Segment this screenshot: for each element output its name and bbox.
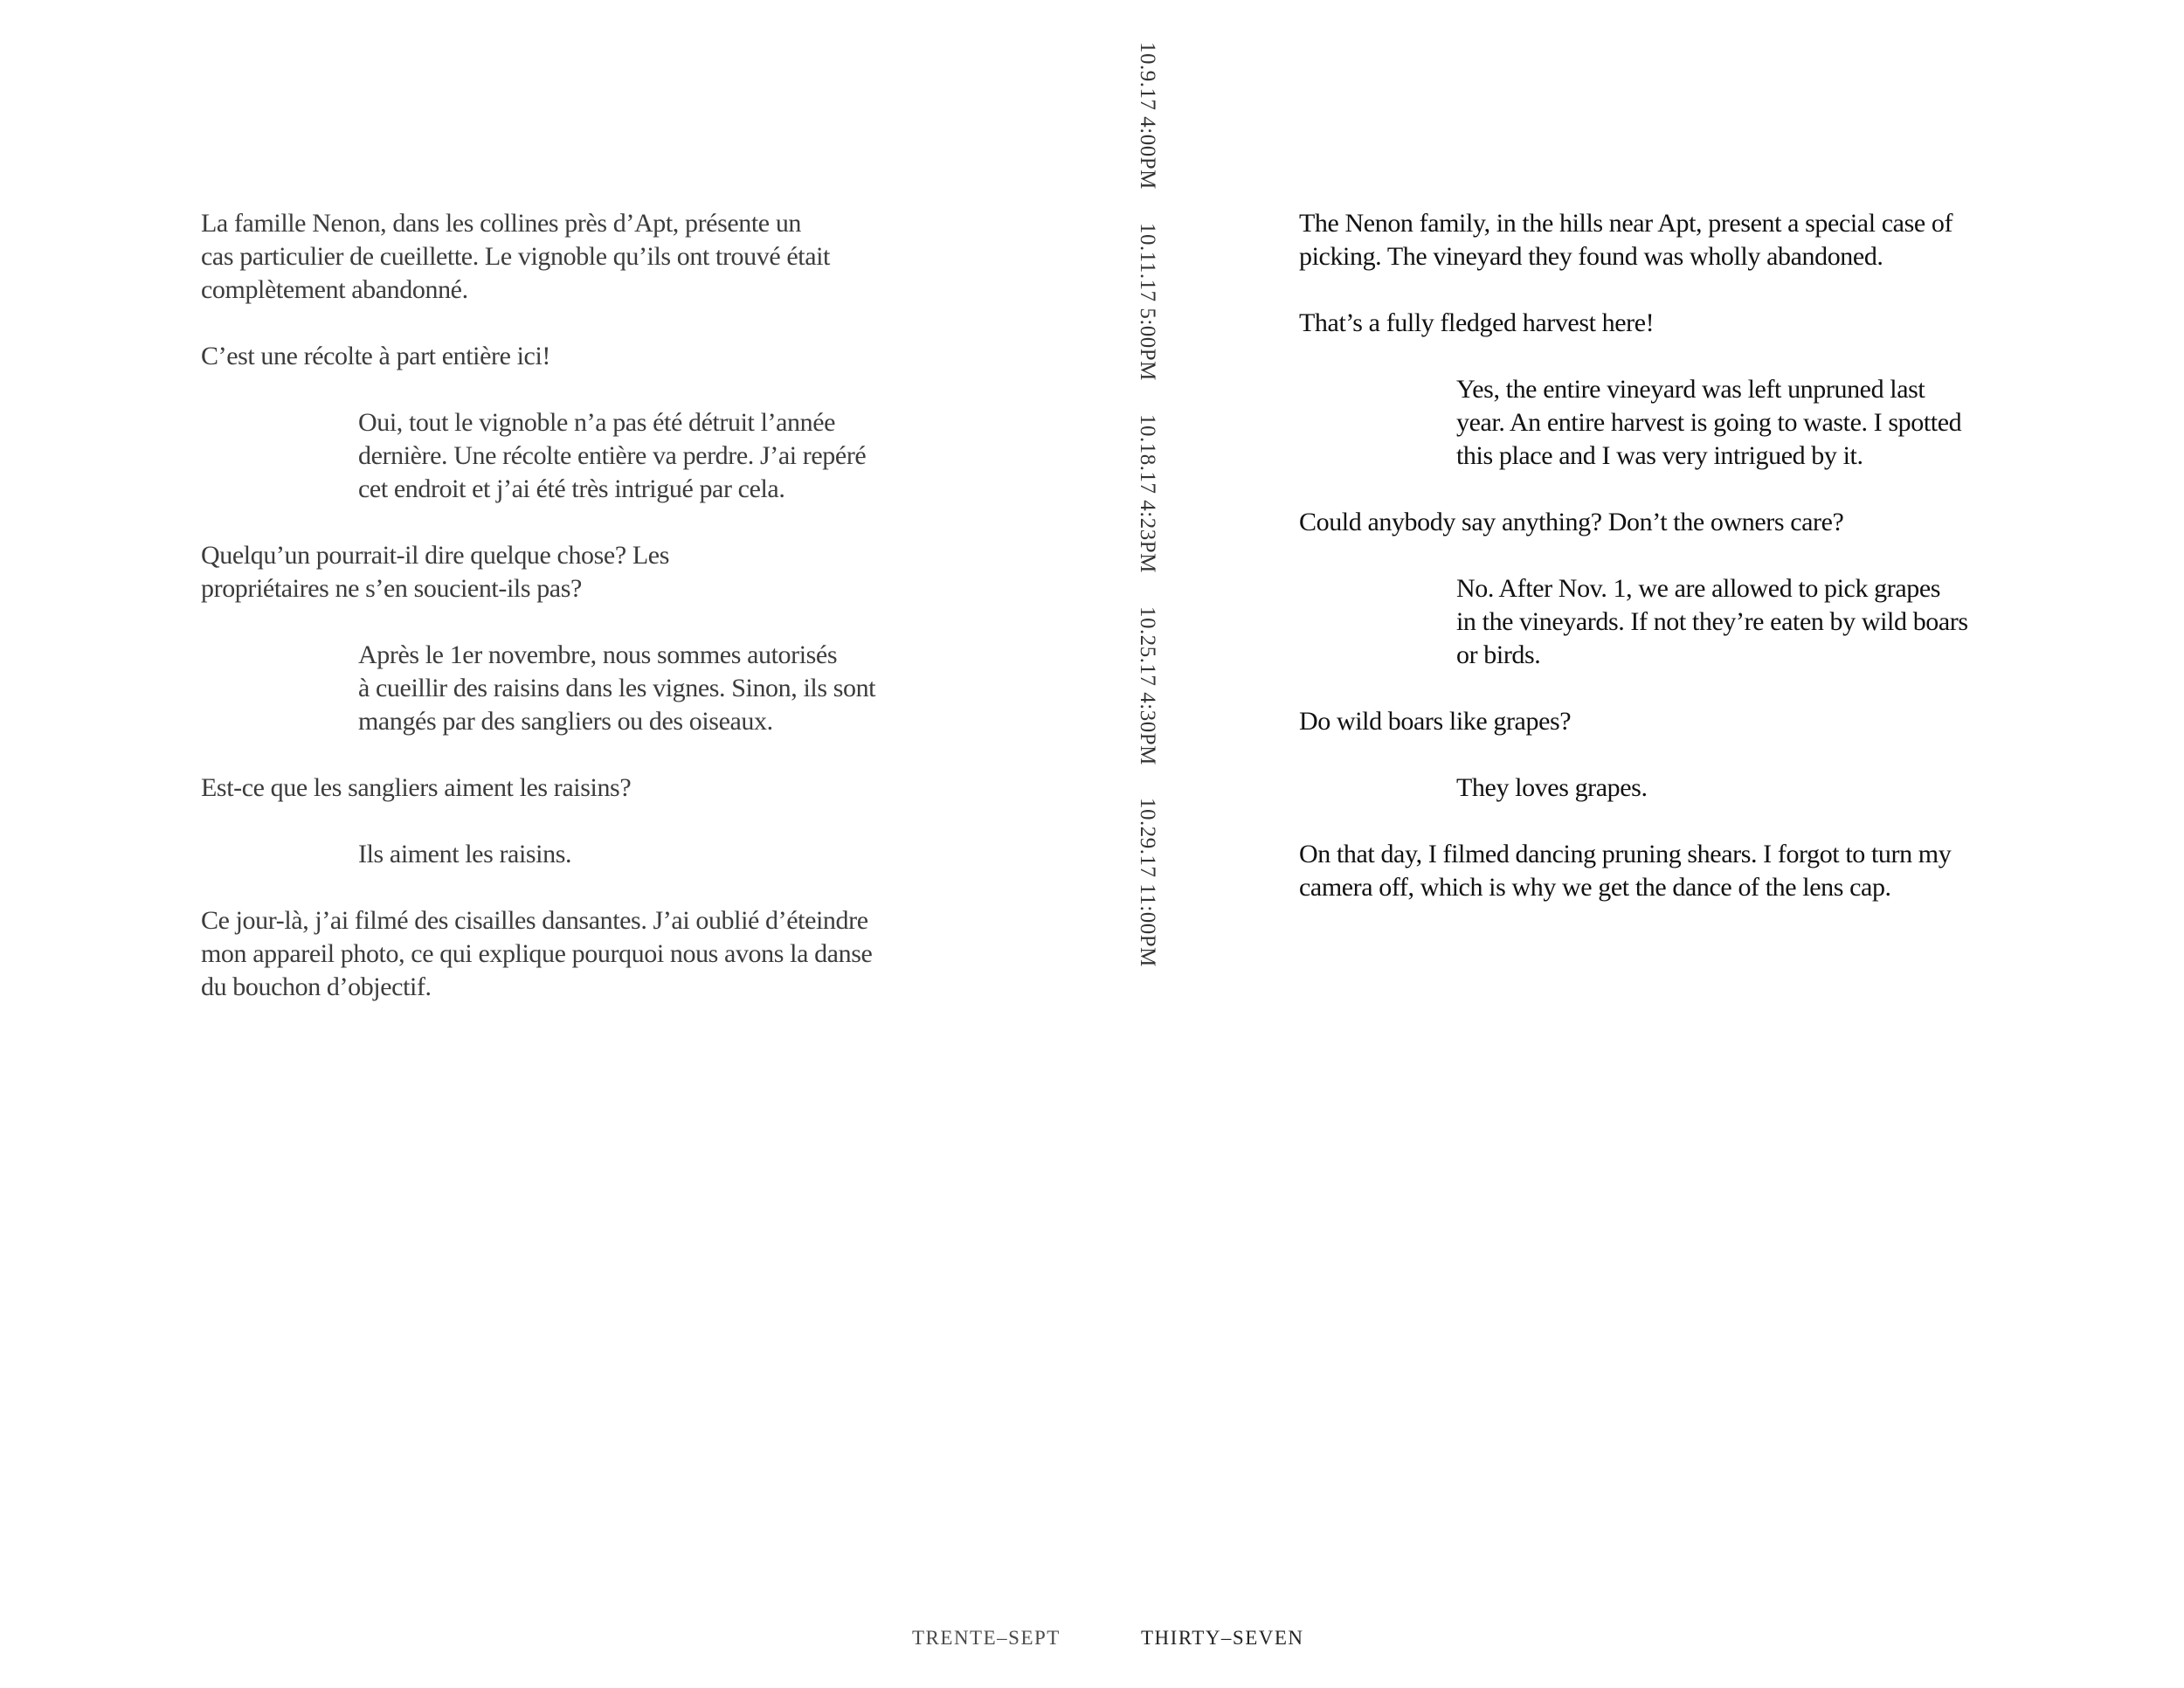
- english-text-line: this place and I was very intrigued by it.: [1456, 441, 1863, 470]
- french-paragraph: [201, 904, 900, 1004]
- french-text-line: Après le 1er novembre, nous sommes autorisés: [358, 640, 838, 669]
- french-paragraph: [201, 340, 900, 373]
- timestamp: 10.9.17 4:00PM: [1136, 42, 1159, 190]
- french-text-line: complètement abandonné.: [201, 275, 468, 304]
- french-column: [201, 207, 900, 1037]
- english-text-line: Could anybody say anything? Don’t the owners care?: [1299, 508, 1844, 536]
- english-text-line: They loves grapes.: [1456, 773, 1648, 802]
- english-answer-paragraph: [1456, 572, 1980, 672]
- french-text-line: Quelqu’un pourrait-il dire quelque chose? Les: [201, 541, 669, 570]
- english-text-line: No. After Nov. 1, we are allowed to pick grapes: [1456, 574, 1941, 603]
- english-text-line: On that day, I filmed dancing pruning shears. I forgot to turn my: [1299, 840, 1952, 868]
- page-number-english: THIRTY–SEVEN: [1141, 1627, 1304, 1649]
- page-number-french: TRENTE–SEPT: [912, 1627, 1061, 1649]
- english-text-line: camera off, which is why we get the dance of the lens cap.: [1299, 873, 1891, 902]
- french-paragraph: [201, 207, 900, 307]
- english-paragraph: [1299, 506, 1998, 539]
- french-text-line: mangés par des sangliers ou des oiseaux.: [358, 707, 773, 736]
- timestamp: 10.11.17 5:00PM: [1136, 222, 1159, 381]
- french-text-line: du bouchon d’objectif.: [201, 972, 432, 1001]
- french-text-line: Ils aiment les raisins.: [358, 840, 572, 868]
- french-answer-paragraph: [358, 639, 882, 738]
- english-answer-paragraph: [1456, 771, 1980, 805]
- french-text-line: à cueillir des raisins dans les vignes. Sinon, ils sont: [358, 674, 876, 702]
- english-text-line: year. An entire harvest is going to waste. I spotted: [1456, 408, 1962, 437]
- french-text-line: Ce jour-là, j’ai filmé des cisailles dansantes. J’ai oublié d’éteindre: [201, 906, 868, 935]
- french-text-line: cas particulier de cueillette. Le vignoble qu’ils ont trouvé était: [201, 242, 830, 271]
- english-paragraph: [1299, 705, 1998, 738]
- french-paragraph: [201, 771, 900, 805]
- english-answer-paragraph: [1456, 373, 1980, 473]
- french-text-line: C’est une récolte à part entière ici!: [201, 342, 550, 370]
- english-paragraph: [1299, 207, 1998, 273]
- french-paragraph: [201, 539, 900, 605]
- french-text-line: La famille Nenon, dans les collines près d’Apt, présente un: [201, 209, 802, 238]
- french-text-line: Oui, tout le vignoble n’a pas été détruit l’année: [358, 408, 836, 437]
- english-paragraph: [1299, 838, 1998, 904]
- french-answer-paragraph: [358, 838, 882, 871]
- french-answer-paragraph: [358, 406, 882, 506]
- french-text-line: Est-ce que les sangliers aiment les raisins?: [201, 773, 632, 802]
- english-text-line: Do wild boars like grapes?: [1299, 707, 1572, 736]
- french-text-line: cet endroit et j’ai été très intrigué par cela.: [358, 474, 785, 503]
- french-text-line: propriétaires ne s’en soucient-ils pas?: [201, 574, 582, 603]
- timestamp-strip: [1134, 42, 1160, 1000]
- english-text-line: or birds.: [1456, 640, 1541, 669]
- english-text-line: Yes, the entire vineyard was left unpruned last: [1456, 375, 1925, 404]
- english-text-line: picking. The vineyard they found was wholly abandoned.: [1299, 242, 1883, 271]
- timestamp: 10.25.17 4:30PM: [1136, 605, 1159, 765]
- timestamp: 10.29.17 11:00PM: [1136, 798, 1159, 968]
- french-text-line: mon appareil photo, ce qui explique pourquoi nous avons la danse: [201, 939, 873, 968]
- english-column: [1299, 207, 1998, 937]
- english-paragraph: [1299, 307, 1998, 340]
- english-text-line: That’s a fully fledged harvest here!: [1299, 308, 1655, 337]
- english-text-line: in the vineyards. If not they’re eaten by wild boars: [1456, 607, 1968, 636]
- french-text-line: dernière. Une récolte entière va perdre. J’ai repéré: [358, 441, 867, 470]
- timestamp: 10.18.17 4:23PM: [1136, 413, 1159, 573]
- english-text-line: The Nenon family, in the hills near Apt, present a special case of: [1299, 209, 1953, 238]
